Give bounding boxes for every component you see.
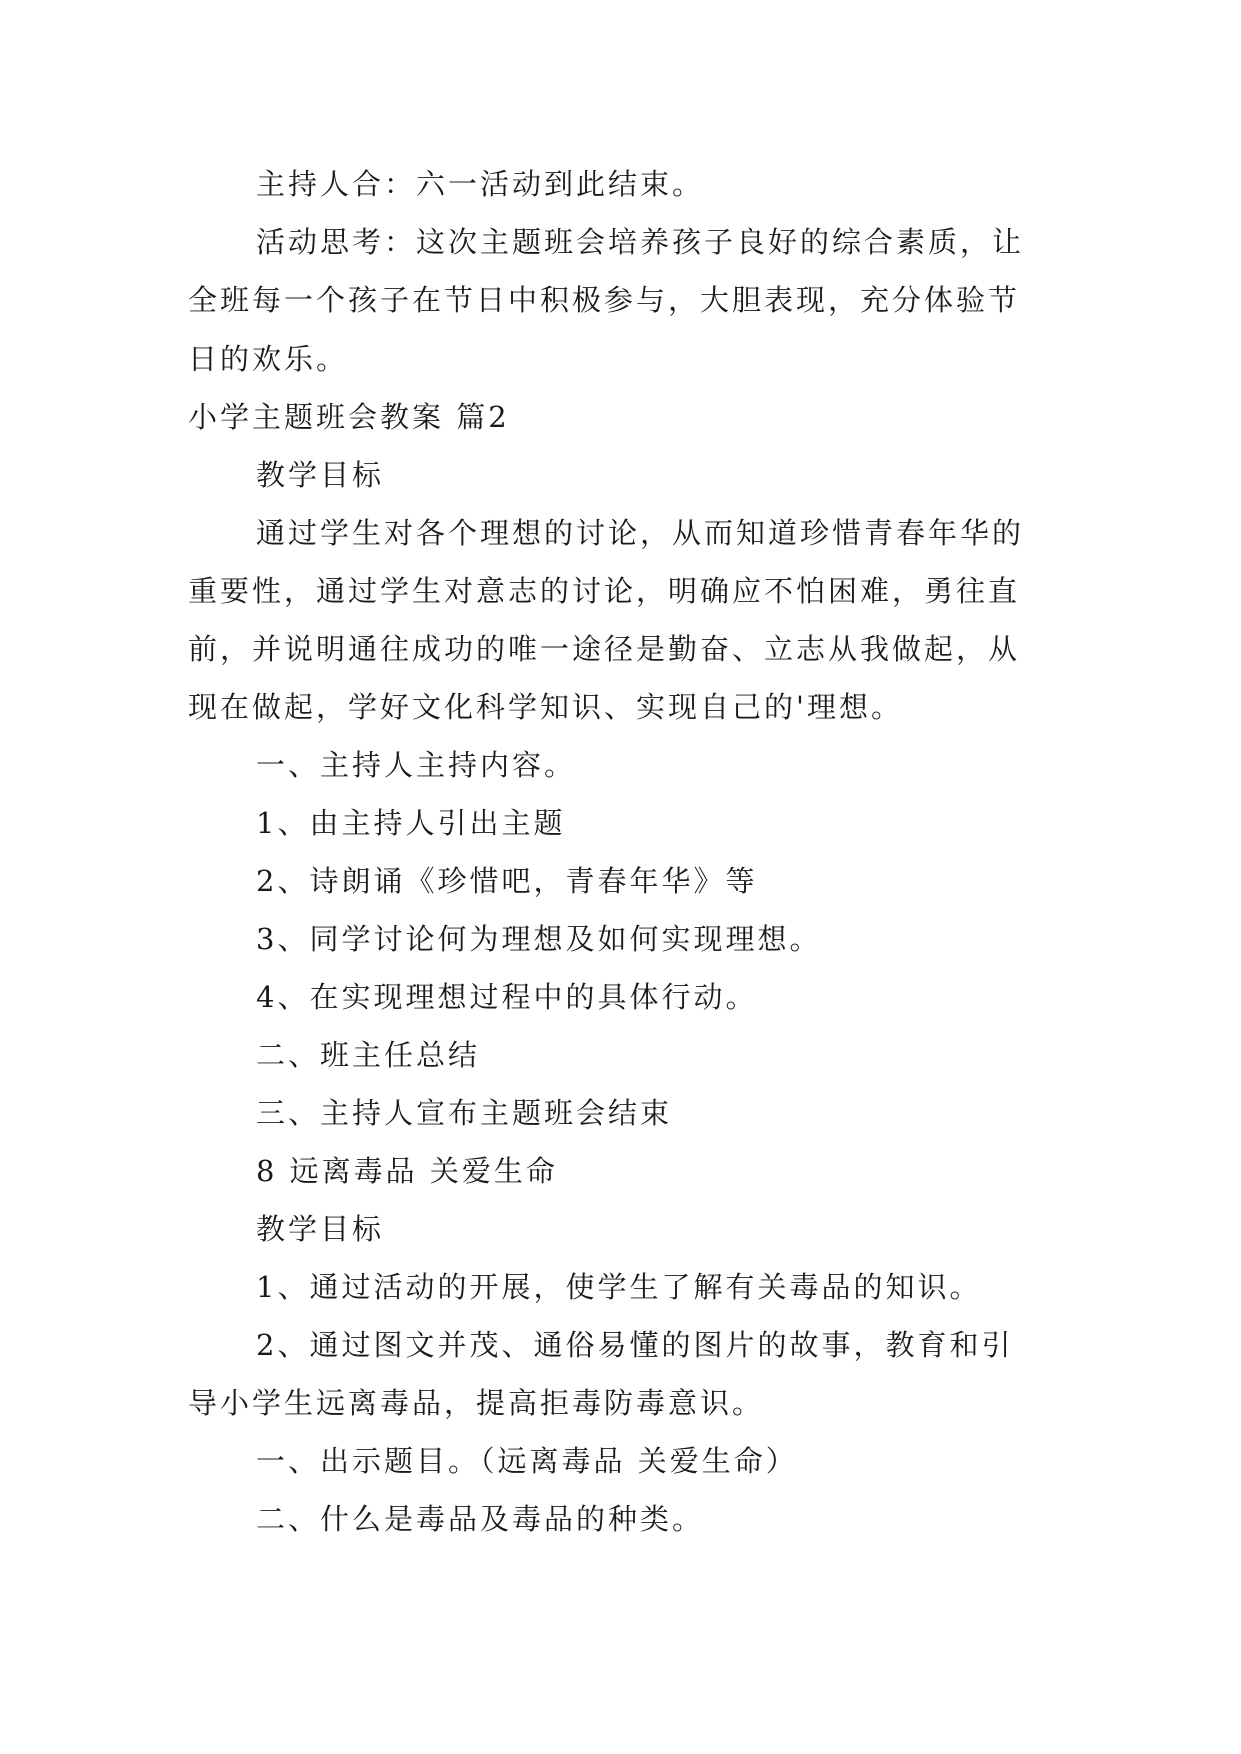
paragraph-line: 活动思考：这次主题班会培养孩子良好的综合素质，让 (256, 225, 1025, 259)
list-item: 二、什么是毒品及毒品的种类。 (256, 1502, 705, 1536)
list-item: 1、由主持人引出主题 (256, 806, 566, 840)
list-item: 一、出示题目。（远离毒品 关爱生命） (256, 1444, 798, 1478)
list-item: 三、主持人宣布主题班会结束 (256, 1096, 673, 1130)
paragraph-line: 日的欢乐。 (188, 342, 349, 376)
subheading: 教学目标 (256, 458, 385, 492)
lesson-title: 8 远离毒品 关爱生命 (256, 1154, 558, 1188)
paragraph-line: 全班每一个孩子在节日中积极参与，大胆表现，充分体验节 (188, 283, 1021, 317)
subheading: 教学目标 (256, 1212, 385, 1246)
list-item: 二、班主任总结 (256, 1038, 481, 1072)
paragraph-line: 现在做起，学好文化科学知识、实现自己的'理想。 (188, 690, 903, 724)
paragraph-line: 通过学生对各个理想的讨论，从而知道珍惜青春年华的 (256, 516, 1025, 550)
list-item: 一、主持人主持内容。 (256, 748, 577, 782)
list-item: 2、通过图文并茂、通俗易懂的图片的故事，教育和引 (256, 1328, 1014, 1362)
list-item: 2、诗朗诵《珍惜吧，青春年华》等 (256, 864, 758, 898)
paragraph-line: 重要性，通过学生对意志的讨论，明确应不怕困难，勇往直 (188, 574, 1021, 608)
list-item: 1、通过活动的开展，使学生了解有关毒品的知识。 (256, 1270, 982, 1304)
list-item: 4、在实现理想过程中的具体行动。 (256, 980, 758, 1014)
paragraph-line: 前，并说明通往成功的唯一途径是勤奋、立志从我做起，从 (188, 632, 1021, 666)
section-heading: 小学主题班会教案 篇2 (188, 400, 510, 434)
list-item: 3、同学讨论何为理想及如何实现理想。 (256, 922, 822, 956)
paragraph-line: 主持人合：六一活动到此结束。 (256, 167, 705, 201)
paragraph-line: 导小学生远离毒品，提高拒毒防毒意识。 (188, 1386, 765, 1420)
